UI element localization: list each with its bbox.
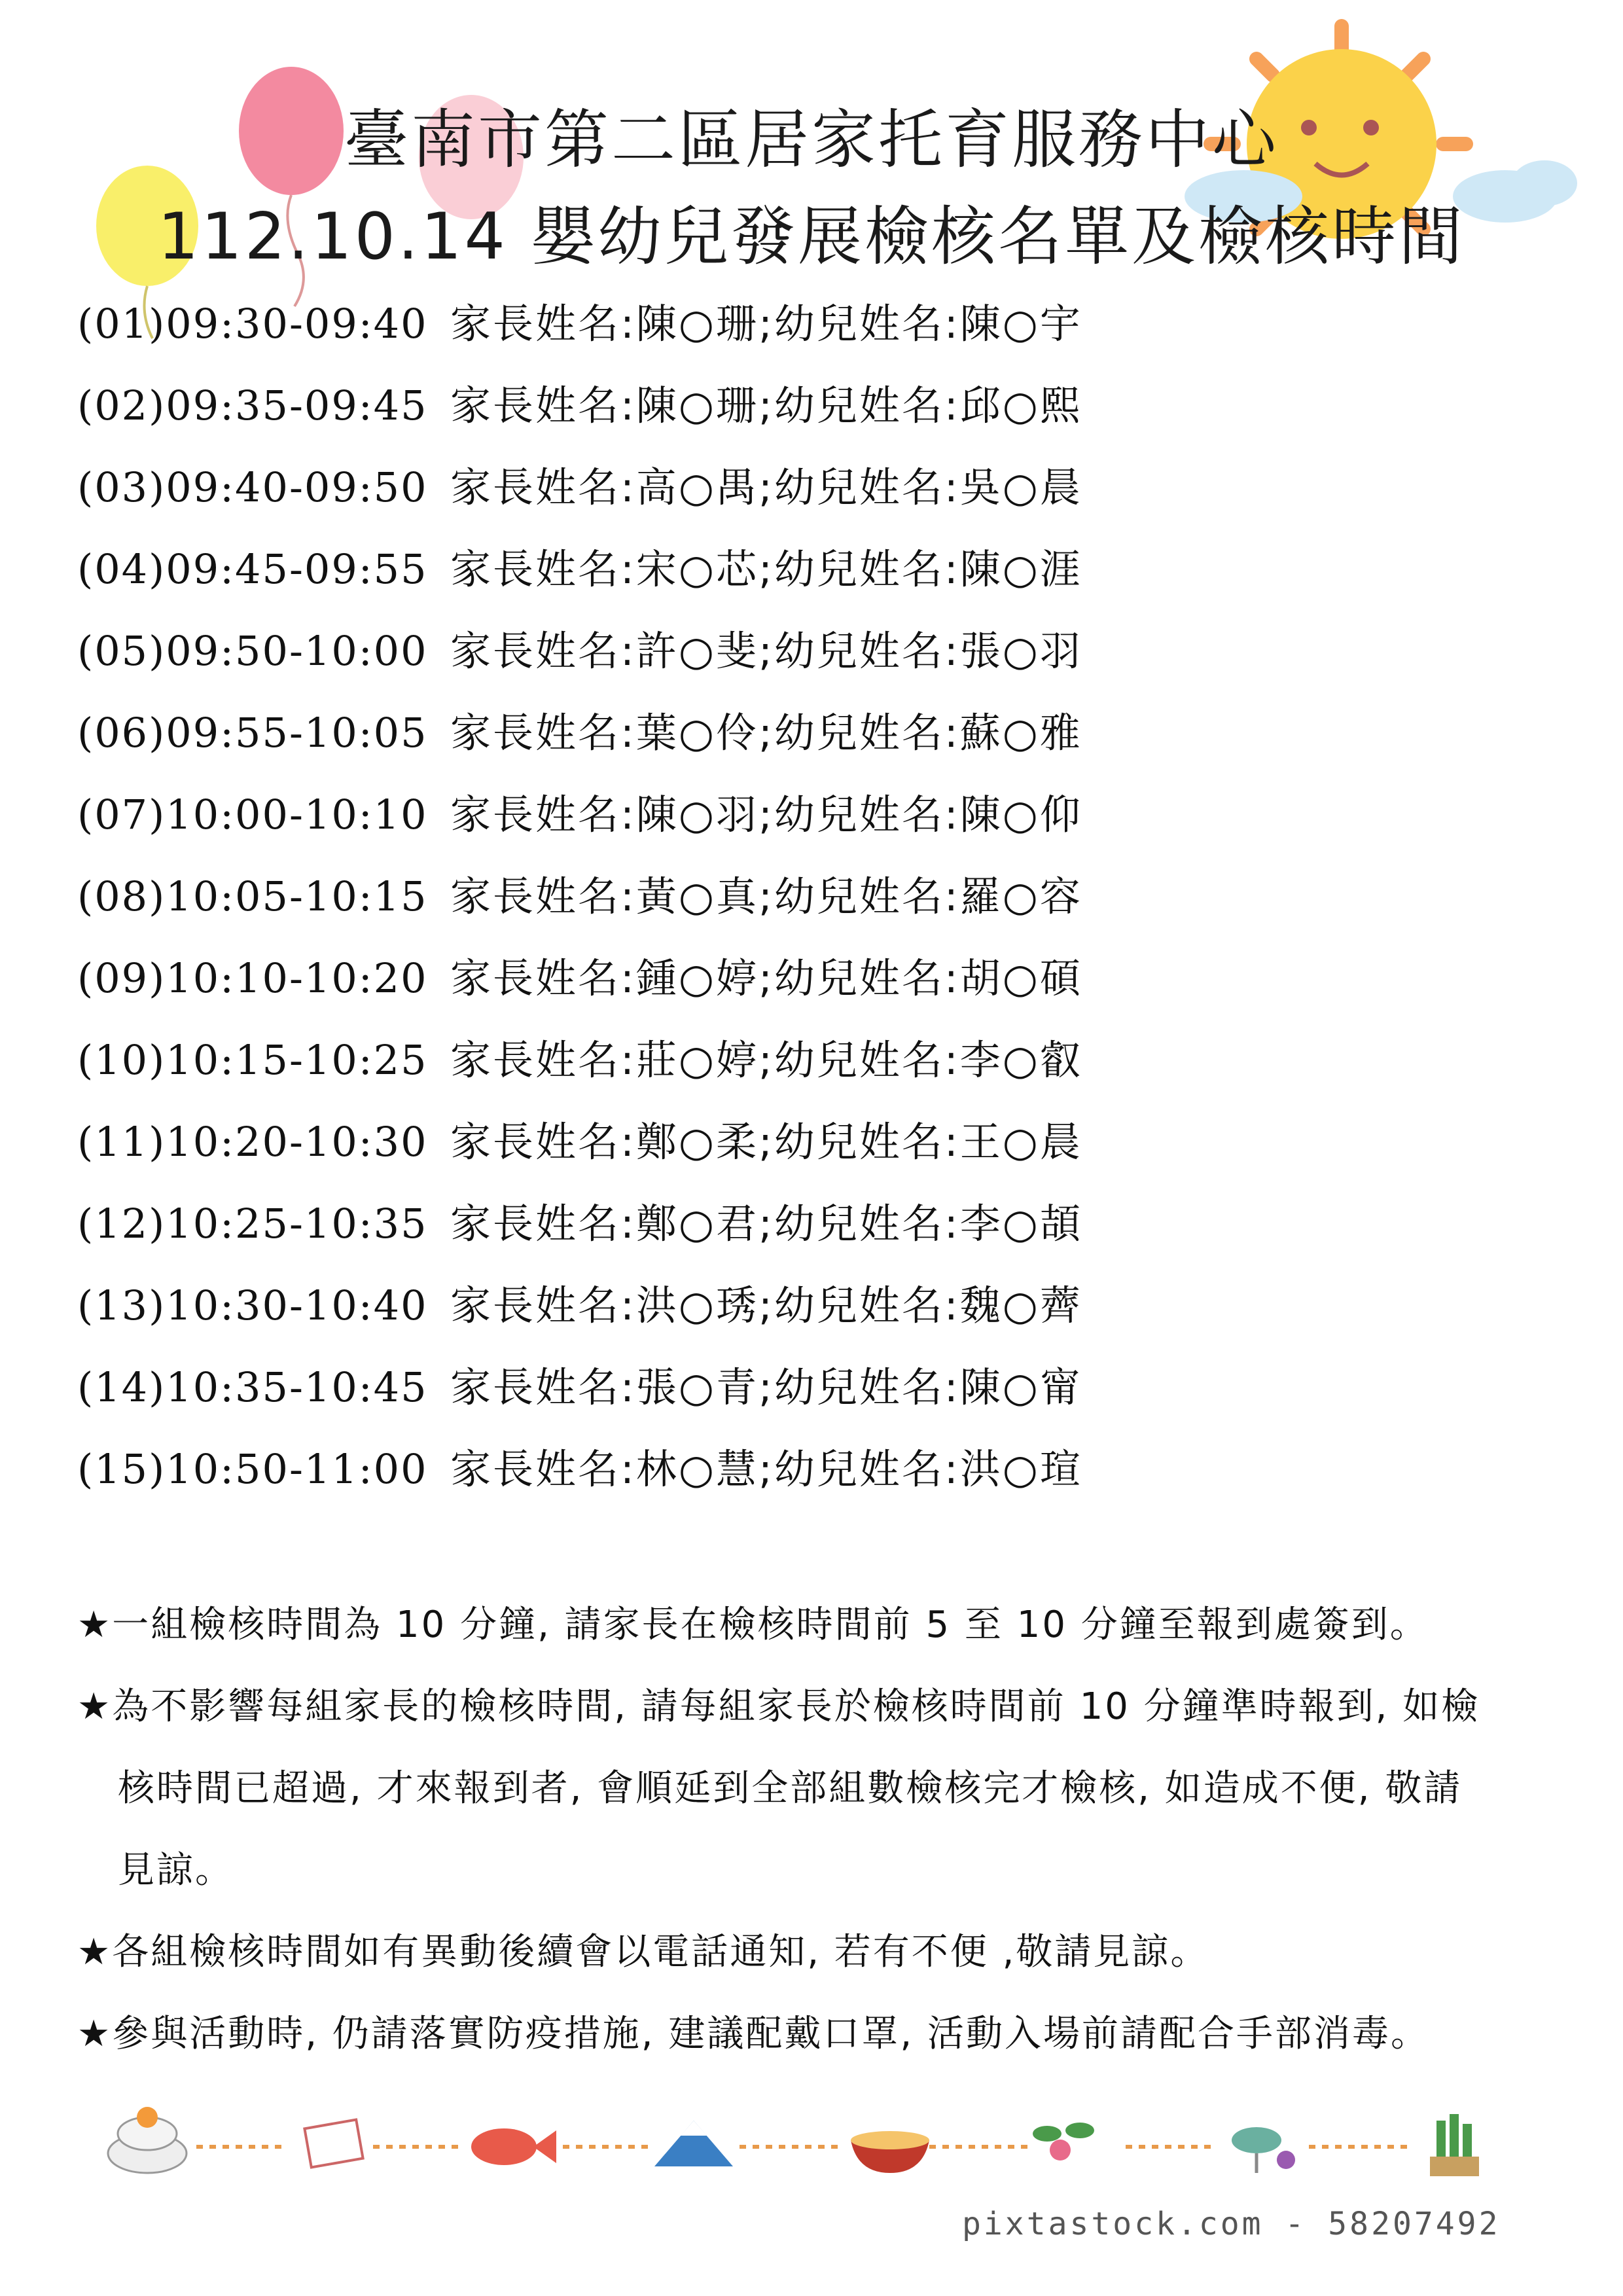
time-slot: (08)10:05-10:15 bbox=[77, 872, 428, 920]
name-entry: 家長姓名:葉○伶;幼兒姓名:蘇○雅 bbox=[450, 709, 1082, 757]
card-icon bbox=[304, 2120, 363, 2168]
name-entry: 家長姓名:黃○真;幼兒姓名:羅○容 bbox=[450, 872, 1082, 920]
name-entry: 家長姓名:莊○婷;幼兒姓名:李○叡 bbox=[450, 1036, 1082, 1084]
name-entry: 家長姓名:宋○芯;幼兒姓名:陳○涯 bbox=[450, 545, 1082, 593]
time-slot: (06)09:55-10:05 bbox=[77, 709, 428, 757]
time-slot: (15)10:50-11:00 bbox=[77, 1445, 428, 1493]
sea-bream-icon bbox=[471, 2128, 556, 2165]
schedule-row bbox=[77, 298, 1386, 350]
name-entry: 家長姓名:林○慧;幼兒姓名:洪○瑄 bbox=[450, 1445, 1082, 1493]
schedule-row bbox=[77, 625, 1386, 677]
note-line: 見諒。 bbox=[118, 1849, 234, 1892]
page-title: 臺南市第二區居家托育服務中心 bbox=[344, 103, 1279, 177]
name-entry: 家長姓名:高○禺;幼兒姓名:吳○晨 bbox=[450, 463, 1082, 511]
name-entry: 家長姓名:鍾○婷;幼兒姓名:胡○碩 bbox=[450, 954, 1082, 1002]
name-entry: 家長姓名:鄭○柔;幼兒姓名:王○晨 bbox=[450, 1118, 1082, 1166]
name-entry: 家長姓名:陳○珊;幼兒姓名:陳○宇 bbox=[450, 300, 1082, 348]
schedule-row bbox=[77, 380, 1386, 432]
time-slot: (04)09:45-09:55 bbox=[77, 545, 428, 593]
footer-decoration bbox=[0, 2088, 1623, 2193]
schedule-row bbox=[77, 543, 1386, 596]
schedule-row bbox=[77, 1361, 1386, 1414]
schedule-row bbox=[77, 707, 1386, 759]
time-slot: (14)10:35-10:45 bbox=[77, 1363, 428, 1411]
schedule-row bbox=[77, 1443, 1386, 1496]
name-entry: 家長姓名:許○斐;幼兒姓名:張○羽 bbox=[450, 627, 1082, 675]
time-slot: (07)10:00-10:10 bbox=[77, 791, 428, 838]
page-subtitle: 112.10.14 嬰幼兒發展檢核名單及檢核時間 bbox=[158, 200, 1465, 274]
time-slot: (11)10:20-10:30 bbox=[77, 1118, 428, 1166]
mount-fuji-icon bbox=[654, 2121, 733, 2166]
time-slot: (02)09:35-09:45 bbox=[77, 382, 428, 429]
watermark: pixtastock.com - 58207492 bbox=[962, 2206, 1501, 2242]
name-entry: 家長姓名:陳○羽;幼兒姓名:陳○仰 bbox=[450, 791, 1082, 838]
time-slot: (05)09:50-10:00 bbox=[77, 627, 428, 675]
note-line: ★參與活動時, 仍請落實防疫措施, 建議配戴口罩, 活動入場前請配合手部消毒。 bbox=[77, 2013, 1430, 2055]
time-slot: (13)10:30-10:40 bbox=[77, 1282, 428, 1329]
time-slot: (03)09:40-09:50 bbox=[77, 463, 428, 511]
note-line: ★一組檢核時間為 10 分鐘, 請家長在檢核時間前 5 至 10 分鐘至報到處簽到。 bbox=[77, 1604, 1429, 1646]
note-line: 核時間已超過, 才來報到者, 會順延到全部組數檢核完才檢核, 如造成不便, 敬請 bbox=[118, 1767, 1463, 1810]
note-line: ★為不影響每組家長的檢核時間, 請每組家長於檢核時間前 10 分鐘準時報到, 如檢 bbox=[77, 1685, 1480, 1728]
time-slot: (10)10:15-10:25 bbox=[77, 1036, 428, 1084]
time-slot: (09)10:10-10:20 bbox=[77, 954, 428, 1002]
schedule-row bbox=[77, 1116, 1386, 1168]
name-entry: 家長姓名:鄭○君;幼兒姓名:李○頡 bbox=[450, 1200, 1082, 1247]
schedule-row bbox=[77, 870, 1386, 923]
schedule-row bbox=[77, 461, 1386, 514]
name-entry: 家長姓名:張○青;幼兒姓名:陳○甯 bbox=[450, 1363, 1082, 1411]
name-entry: 家長姓名:洪○琇;幼兒姓名:魏○薺 bbox=[450, 1282, 1082, 1329]
spinning-top-icon bbox=[1232, 2127, 1295, 2173]
schedule-row bbox=[77, 1198, 1386, 1250]
kadomatsu-icon bbox=[1430, 2114, 1479, 2176]
schedule-row bbox=[77, 1034, 1386, 1086]
plant-icon bbox=[1033, 2123, 1094, 2161]
schedule-row bbox=[77, 952, 1386, 1005]
time-slot: (01)09:30-09:40 bbox=[77, 300, 428, 348]
schedule-row bbox=[77, 789, 1386, 841]
note-line: ★各組檢核時間如有異動後續會以電話通知, 若有不便 ,敬請見諒。 bbox=[77, 1931, 1209, 1973]
soup-bowl-icon bbox=[851, 2131, 929, 2173]
kagami-mochi-icon bbox=[108, 2107, 187, 2173]
time-slot: (12)10:25-10:35 bbox=[77, 1200, 428, 1247]
schedule-row bbox=[77, 1280, 1386, 1332]
name-entry: 家長姓名:陳○珊;幼兒姓名:邱○熙 bbox=[450, 382, 1082, 429]
